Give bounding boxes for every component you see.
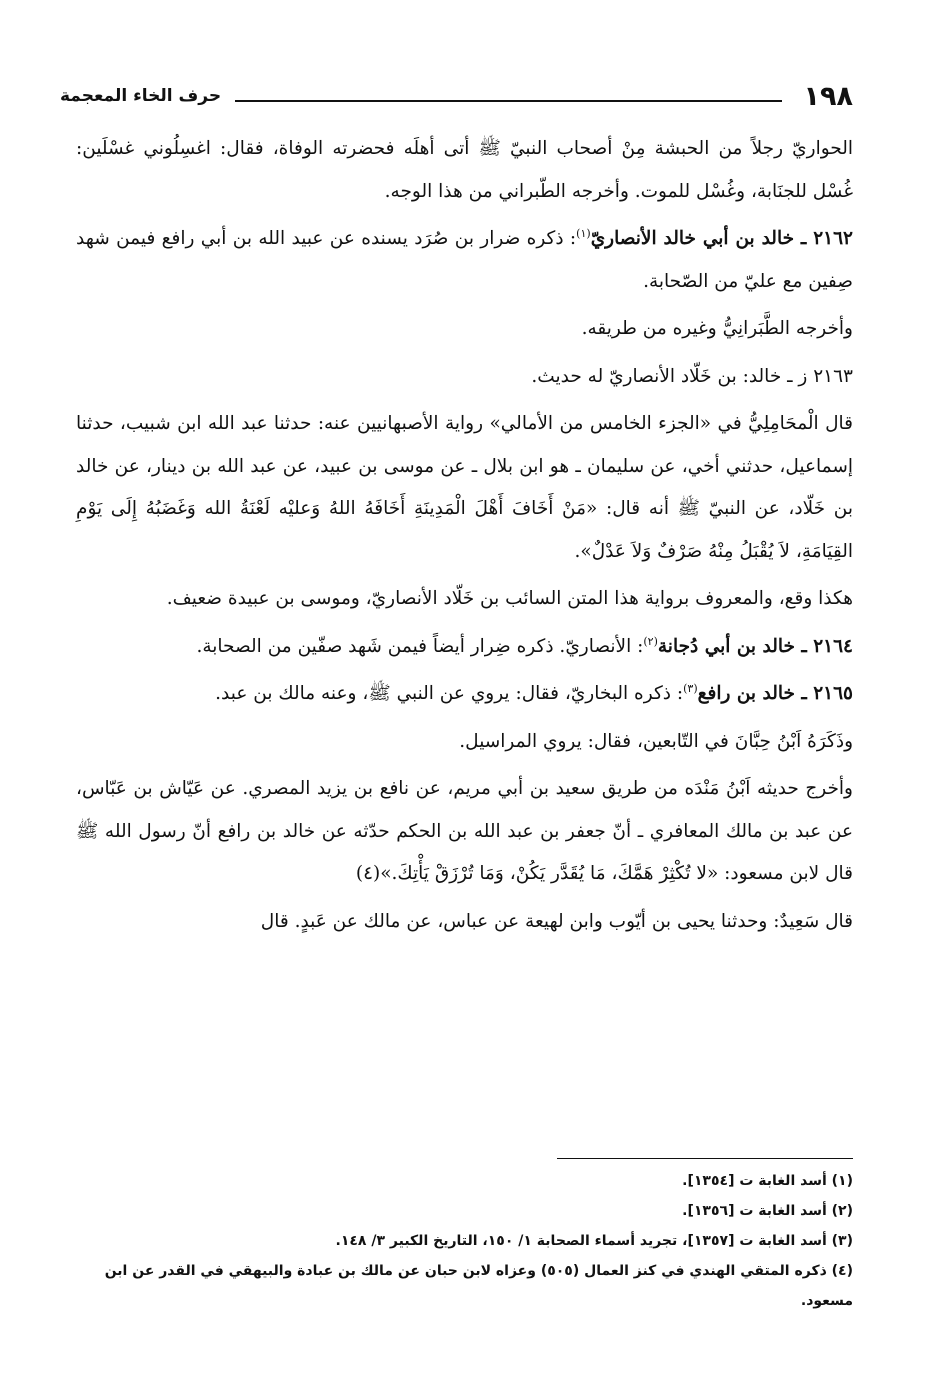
footnote-4: (٤) ذكره المتقي الهندي في كنز العمال (٥٠٥) وعزاه لابن حبان عن مالك بن عبادة والبيهقي في القدر عن ابن مسعود. bbox=[104, 1263, 853, 1309]
footnote-ref: (٣) bbox=[683, 681, 698, 695]
footnotes bbox=[76, 1166, 853, 1316]
footnote-2: (٢) أسد الغابة ت [١٣٥٦]. bbox=[682, 1203, 853, 1219]
section-title: حرف الخاء المعجمة bbox=[60, 86, 222, 106]
paragraph: هكذا وقع، والمعروف برواية هذا المتن السائب بن خَلّاد الأنصاريّ، وموسى بن عبيدة ضعيف. bbox=[166, 588, 853, 609]
entry-2163: ٢١٦٣ ز ـ خالد: بن خَلّاد الأنصاريّ له حديث. bbox=[531, 365, 853, 387]
running-header bbox=[60, 76, 853, 116]
entry-2165: ٢١٦٥ ـ خالد بن رافع$^{(٣)}$: ذكره البخاريّ، فقال: يروي عن النبي ﷺ، وعنه مالك بن عبد. bbox=[215, 681, 853, 704]
paragraph: قال الْمحَامِلِيُّ في «الجزء الخامس من الأمالي» رواية الأصبهانيين عنه: حدثنا عبد الله ابن شبيب، حدثنا إسماعيل، حدثني أخي، عن سليمان ـ هو ابن بلال ـ عن موسى بن عبيد، عن عبد الله بن دينار، عن خالد بن خَلّاد، عن النبيّ ﷺ أنه قال: «مَنْ أَخَافَ أَهْلَ الْمَدِينَةِ أَخَافَهُ اللهُ وَعليْه لَعْنَةُ الله وَغَضَبُهُ إِلَى يَوْمِ القِيَامَةِ، لاَ يُقْبَلُ مِنْهُ صَرْفٌ وَلاَ عَدْلٌ». bbox=[76, 413, 853, 562]
footnote-ref: (١) bbox=[576, 226, 591, 240]
page-number: ١٩٨ bbox=[803, 80, 853, 112]
paragraph: وأخرج حديثه اَبْنُ مَنْدَه من طريق سعيد بن أبي مريم، عن نافع بن يزيد المصري. عن عَيّاش بن عَبّاس، عن عبد بن مالك المعافري ـ أنّ جعفر بن عبد الله بن الحكم حدّثه عن خالد بن رافع أنّ رسول الله ﷺ قال لابن مسعود: «لا تُكْثِرْ هَمَّكَ، مَا يُقَدَّر يَكُنْ، وَمَا تُرْزَقْ يَأْتِكَ.»(٤) bbox=[76, 778, 853, 884]
paragraph: وذَكَرَهُ اَبْنُ حِبَّانَ في التّابعين، فقال: يروي المراسيل. bbox=[459, 730, 853, 752]
entry-heading: ٢١٦٥ ـ خالد بن رافع bbox=[697, 683, 853, 704]
entry-2164: ٢١٦٤ ـ خالد بن أبي دُجانة$^{(٢)}$: الأنصاريّ. ذكره ضِرار أيضاً فيمن شَهد صفّين من الصحابة. bbox=[196, 634, 853, 657]
header-rule bbox=[235, 100, 781, 102]
entry-heading: ٢١٦٤ ـ خالد بن أبي دُجانة bbox=[657, 635, 853, 657]
paragraph: وأخرجه الطَّبَرانِيُّ وغيره من طريقه. bbox=[581, 318, 853, 339]
footnote-3: (٣) أسد الغابة ت [١٣٥٧]، تجريد أسماء الصحابة ١/ ١٥٠، التاريخ الكبير ٣/ ١٤٨. bbox=[335, 1233, 853, 1249]
footnote-1: (١) أسد الغابة ت [١٣٥٤]. bbox=[682, 1173, 853, 1189]
paragraph: قال سَعِيدٌ: وحدثنا يحيى بن أيّوب وابن لهيعة عن عباس، عن مالك عن عَبدٍ. قال bbox=[260, 910, 853, 932]
paragraph: الحواريّ رجلاً من الحبشة مِنْ أصحاب النبيّ ﷺ أتى أهلَه فحضرته الوفاة، فقال: اغسِلُوني غسْلَين: غُسْل للجنَابة، وغُسْل للموت. وأخرجه الطّبراني من هذا الوجه. bbox=[76, 138, 853, 202]
main-text bbox=[76, 128, 853, 948]
entry-heading: ٢١٦٢ ـ خالد بن أبي خالد الأنصاريّ bbox=[590, 228, 853, 249]
footnote-separator bbox=[557, 1158, 853, 1159]
entry-2162: ٢١٦٢ ـ خالد بن أبي خالد الأنصاريّ$^{(١)}$: ذكره ضرار بن صُرَد يسنده عن عبيد الله بن أبي رافع فيمن شهد صِفين مع عليّ من الصّحابة. bbox=[76, 226, 853, 292]
footnote-ref: (٢) bbox=[643, 634, 658, 648]
